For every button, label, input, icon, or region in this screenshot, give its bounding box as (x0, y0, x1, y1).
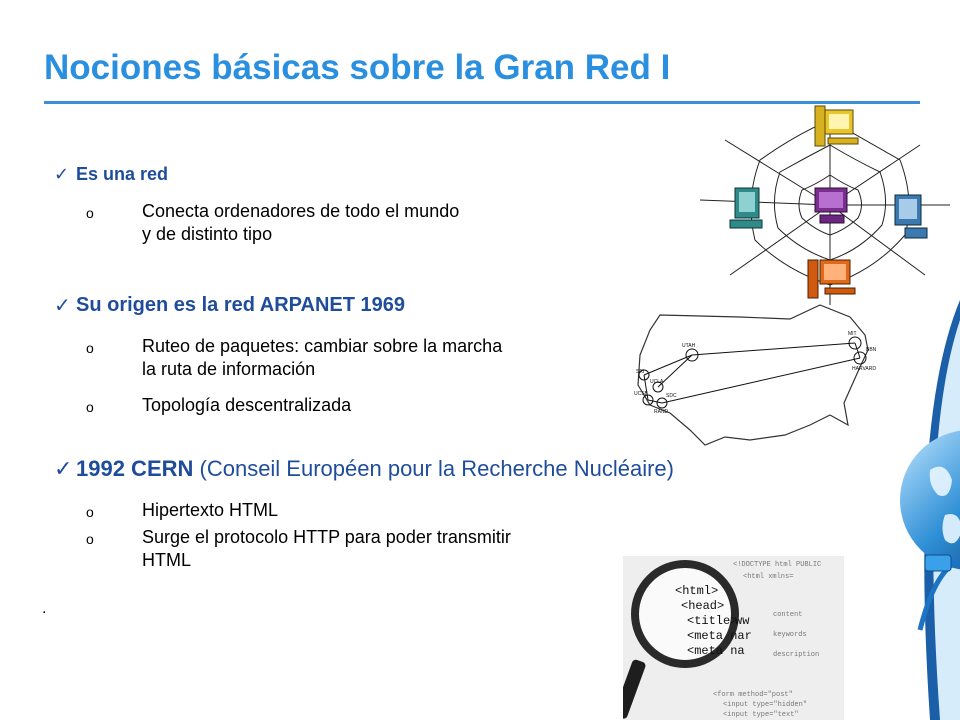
sub-line: Surge el protocolo HTTP para poder transmitir (142, 527, 511, 547)
trailing-dot: . (42, 600, 47, 617)
checkmark-icon: ✓ (54, 295, 71, 317)
sub-item (86, 394, 351, 419)
bullet-origen-arpanet (54, 293, 405, 318)
computer-icon (815, 188, 847, 223)
computer-icon (895, 195, 927, 238)
map-label: BBN (866, 347, 877, 353)
bullet-text: Su origen es la red ARPANET 1969 (76, 294, 405, 316)
sub-line: la ruta de información (142, 359, 316, 379)
sub-line: HTML (142, 550, 191, 570)
circle-marker-icon: o (86, 531, 94, 547)
sub-line: Ruteo de paquetes: cambiar sobre la marcha (142, 336, 503, 356)
bullet-text: Es una red (76, 164, 169, 184)
sub-line: Hipertexto HTML (142, 500, 279, 520)
bullet-text-bold: 1992 CERN (76, 456, 194, 481)
svg-text:<input type="hidden": <input type="hidden" (723, 701, 808, 709)
checkmark-icon: ✓ (54, 164, 70, 184)
sub-item (86, 526, 511, 572)
html-magnifier-image (623, 556, 844, 720)
code-line: ww (735, 614, 750, 628)
globe-decoration (890, 300, 960, 720)
bullet-es-una-red (54, 164, 168, 185)
code-line: <meta na (687, 644, 745, 658)
map-label: UCSB (634, 391, 648, 397)
svg-text:<html xmlns=: <html xmlns= (743, 573, 794, 581)
computer-icon (808, 260, 855, 298)
circle-marker-icon: o (86, 504, 94, 520)
circle-marker-icon: o (86, 399, 94, 415)
map-label: SRI (636, 369, 645, 375)
checkmark-icon: ✓ (54, 456, 73, 481)
computer-icon (730, 188, 762, 228)
code-line: <head> (681, 599, 725, 613)
map-label: UCLA (650, 379, 664, 385)
sub-item (86, 499, 278, 524)
sub-item (86, 200, 459, 246)
computer-icon (815, 106, 858, 146)
svg-text:<!DOCTYPE html PUBLIC: <!DOCTYPE html PUBLIC (733, 561, 822, 569)
circle-marker-icon: o (86, 205, 94, 221)
map-label: SDC (666, 393, 677, 399)
sub-line: Conecta ordenadores de todo el mundo (142, 201, 460, 221)
map-label: UTAH (682, 343, 696, 349)
svg-text:description: description (773, 651, 820, 659)
svg-text:<form method="post": <form method="post" (713, 691, 793, 699)
computer-web-illustration (690, 100, 960, 315)
bullet-cern-1992 (54, 456, 674, 482)
circle-marker-icon: o (86, 340, 94, 356)
arpanet-map-illustration (620, 295, 890, 460)
slide-title: Nociones básicas sobre la Gran Red I (44, 48, 671, 87)
sub-line: y de distinto tipo (142, 224, 273, 244)
code-line: <title> (687, 614, 738, 628)
sub-line: Topología descentralizada (142, 395, 352, 415)
code-line: <html> (675, 584, 719, 598)
map-label: HARVARD (852, 366, 876, 372)
map-label: MIT (848, 331, 857, 337)
svg-text:content: content (773, 611, 803, 619)
svg-text:<input type="text": <input type="text" (723, 711, 799, 719)
sub-item (86, 335, 502, 381)
map-label: RAND (654, 409, 669, 415)
code-line: <meta nar (687, 629, 752, 643)
svg-text:keywords: keywords (773, 631, 807, 639)
bullet-text: (Conseil Européen pour la Recherche Nucléaire) (193, 456, 674, 481)
